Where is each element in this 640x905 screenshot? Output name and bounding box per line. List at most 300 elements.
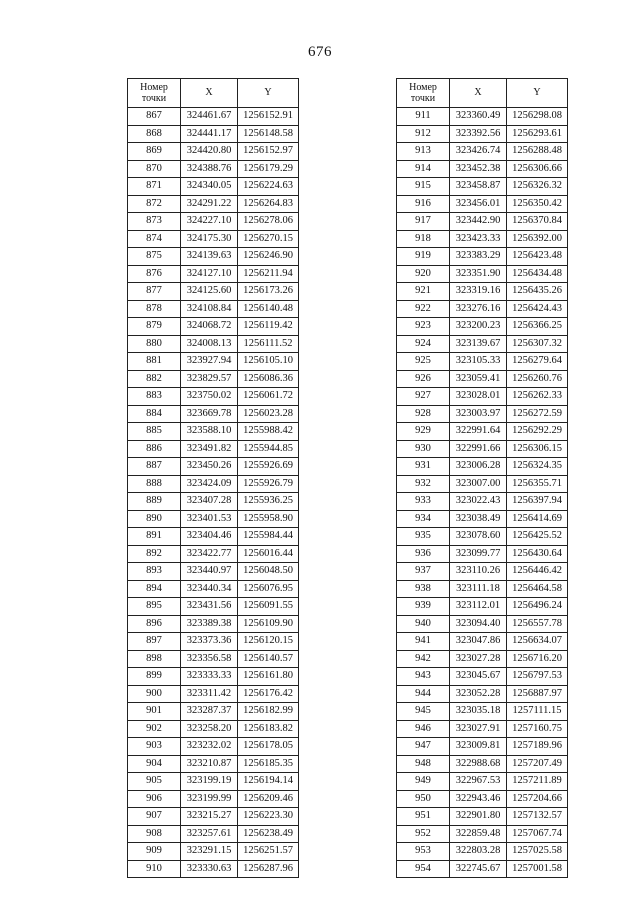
- x-coordinate-cell: 323258.20: [181, 720, 238, 738]
- point-number-cell: 914: [397, 160, 450, 178]
- y-coordinate-cell: 1256288.48: [507, 143, 568, 161]
- coordinates-table-right: [396, 78, 568, 878]
- point-number-cell: 943: [397, 668, 450, 686]
- point-number-cell: 916: [397, 195, 450, 213]
- point-number-cell: 873: [128, 213, 181, 231]
- point-number-cell: 899: [128, 668, 181, 686]
- table-row: [397, 563, 568, 581]
- x-coordinate-cell: 323078.60: [450, 528, 507, 546]
- table-row: [128, 300, 299, 318]
- y-coordinate-cell: 1256176.42: [238, 685, 299, 703]
- table-row: [397, 633, 568, 651]
- x-coordinate-cell: 323491.82: [181, 440, 238, 458]
- x-coordinate-cell: 323047.86: [450, 633, 507, 651]
- point-number-cell: 949: [397, 773, 450, 791]
- table-row: [128, 213, 299, 231]
- table-row: [397, 265, 568, 283]
- x-coordinate-cell: 323392.56: [450, 125, 507, 143]
- x-coordinate-cell: 323356.58: [181, 650, 238, 668]
- point-number-cell: 885: [128, 423, 181, 441]
- point-number-cell: 933: [397, 493, 450, 511]
- y-coordinate-cell: 1256048.50: [238, 563, 299, 581]
- point-number-cell: 953: [397, 843, 450, 861]
- x-coordinate-cell: 323105.33: [450, 353, 507, 371]
- y-coordinate-cell: 1256270.15: [238, 230, 299, 248]
- point-number-cell: 883: [128, 388, 181, 406]
- x-coordinate-cell: 323450.26: [181, 458, 238, 476]
- x-coordinate-cell: 323669.78: [181, 405, 238, 423]
- y-coordinate-cell: 1256397.94: [507, 493, 568, 511]
- table-row: [397, 388, 568, 406]
- table-row: [128, 195, 299, 213]
- point-number-cell: 869: [128, 143, 181, 161]
- point-number-cell: 874: [128, 230, 181, 248]
- x-coordinate-cell: 323330.63: [181, 860, 238, 878]
- point-number-cell: 890: [128, 510, 181, 528]
- header-x: X: [450, 79, 507, 108]
- table-row: [128, 265, 299, 283]
- table-header-row: [397, 79, 568, 108]
- table-row: [128, 458, 299, 476]
- x-coordinate-cell: 323927.94: [181, 353, 238, 371]
- point-number-cell: 921: [397, 283, 450, 301]
- point-number-cell: 925: [397, 353, 450, 371]
- y-coordinate-cell: 1256272.59: [507, 405, 568, 423]
- table-row: [397, 545, 568, 563]
- x-coordinate-cell: 323456.01: [450, 195, 507, 213]
- y-coordinate-cell: 1255936.25: [238, 493, 299, 511]
- table-row: [128, 353, 299, 371]
- y-coordinate-cell: 1257207.49: [507, 755, 568, 773]
- x-coordinate-cell: 323027.28: [450, 650, 507, 668]
- x-coordinate-cell: 323112.01: [450, 598, 507, 616]
- x-coordinate-cell: 323287.37: [181, 703, 238, 721]
- y-coordinate-cell: 1256350.42: [507, 195, 568, 213]
- y-coordinate-cell: 1256086.36: [238, 370, 299, 388]
- x-coordinate-cell: 324227.10: [181, 213, 238, 231]
- point-number-cell: 868: [128, 125, 181, 143]
- table-row: [397, 248, 568, 266]
- point-number-cell: 932: [397, 475, 450, 493]
- x-coordinate-cell: 323110.26: [450, 563, 507, 581]
- x-coordinate-cell: 323200.23: [450, 318, 507, 336]
- y-coordinate-cell: 1256209.46: [238, 790, 299, 808]
- point-number-cell: 948: [397, 755, 450, 773]
- y-coordinate-cell: 1257132.57: [507, 808, 568, 826]
- table-row: [397, 423, 568, 441]
- y-coordinate-cell: 1256260.76: [507, 370, 568, 388]
- point-number-cell: 880: [128, 335, 181, 353]
- y-coordinate-cell: 1256023.28: [238, 405, 299, 423]
- x-coordinate-cell: 323407.28: [181, 493, 238, 511]
- x-coordinate-cell: 323099.77: [450, 545, 507, 563]
- table-row: [397, 230, 568, 248]
- table-row: [128, 248, 299, 266]
- y-coordinate-cell: 1256179.29: [238, 160, 299, 178]
- table-row: [128, 685, 299, 703]
- table-row: [128, 773, 299, 791]
- x-coordinate-cell: 323291.15: [181, 843, 238, 861]
- point-number-cell: 872: [128, 195, 181, 213]
- x-coordinate-cell: 323404.46: [181, 528, 238, 546]
- table-row: [128, 388, 299, 406]
- x-coordinate-cell: 323426.74: [450, 143, 507, 161]
- x-coordinate-cell: 323009.81: [450, 738, 507, 756]
- y-coordinate-cell: 1256496.24: [507, 598, 568, 616]
- x-coordinate-cell: 323389.38: [181, 615, 238, 633]
- table-row: [128, 423, 299, 441]
- table-row: [128, 633, 299, 651]
- table-row: [128, 650, 299, 668]
- x-coordinate-cell: 323035.18: [450, 703, 507, 721]
- point-number-cell: 950: [397, 790, 450, 808]
- point-number-cell: 867: [128, 108, 181, 126]
- y-coordinate-cell: 1256152.97: [238, 143, 299, 161]
- point-number-cell: 941: [397, 633, 450, 651]
- y-coordinate-cell: 1256224.63: [238, 178, 299, 196]
- table-row: [128, 178, 299, 196]
- x-coordinate-cell: 323139.67: [450, 335, 507, 353]
- point-number-cell: 907: [128, 808, 181, 826]
- point-number-cell: 940: [397, 615, 450, 633]
- x-coordinate-cell: 323215.27: [181, 808, 238, 826]
- table-row: [128, 615, 299, 633]
- point-number-cell: 938: [397, 580, 450, 598]
- point-number-cell: 917: [397, 213, 450, 231]
- x-coordinate-cell: 323276.16: [450, 300, 507, 318]
- table-row: [397, 370, 568, 388]
- y-coordinate-cell: 1256185.35: [238, 755, 299, 773]
- x-coordinate-cell: 323257.61: [181, 825, 238, 843]
- header-y: Y: [238, 79, 299, 108]
- y-coordinate-cell: 1256414.69: [507, 510, 568, 528]
- point-number-cell: 904: [128, 755, 181, 773]
- x-coordinate-cell: 323006.28: [450, 458, 507, 476]
- x-coordinate-cell: 323052.28: [450, 685, 507, 703]
- table-row: [397, 668, 568, 686]
- x-coordinate-cell: 323003.97: [450, 405, 507, 423]
- x-coordinate-cell: 323452.38: [450, 160, 507, 178]
- x-coordinate-cell: 324175.30: [181, 230, 238, 248]
- point-number-cell: 876: [128, 265, 181, 283]
- table-row: [128, 475, 299, 493]
- table-row: [397, 108, 568, 126]
- table-row: [128, 283, 299, 301]
- table-row: [128, 825, 299, 843]
- x-coordinate-cell: 324461.67: [181, 108, 238, 126]
- x-coordinate-cell: 323383.29: [450, 248, 507, 266]
- point-number-cell: 944: [397, 685, 450, 703]
- point-number-cell: 901: [128, 703, 181, 721]
- table-row: [128, 580, 299, 598]
- x-coordinate-cell: 323199.99: [181, 790, 238, 808]
- table-row: [128, 335, 299, 353]
- x-coordinate-cell: 324008.13: [181, 335, 238, 353]
- x-coordinate-cell: 324108.84: [181, 300, 238, 318]
- y-coordinate-cell: 1256238.49: [238, 825, 299, 843]
- x-coordinate-cell: 322901.80: [450, 808, 507, 826]
- point-number-cell: 911: [397, 108, 450, 126]
- y-coordinate-cell: 1256246.90: [238, 248, 299, 266]
- table-row: [397, 510, 568, 528]
- point-number-cell: 945: [397, 703, 450, 721]
- y-coordinate-cell: 1256152.91: [238, 108, 299, 126]
- x-coordinate-cell: 323022.43: [450, 493, 507, 511]
- point-number-cell: 946: [397, 720, 450, 738]
- x-coordinate-cell: 323111.18: [450, 580, 507, 598]
- table-row: [397, 825, 568, 843]
- table-row: [128, 738, 299, 756]
- point-number-cell: 894: [128, 580, 181, 598]
- point-number-cell: 891: [128, 528, 181, 546]
- y-coordinate-cell: 1256446.42: [507, 563, 568, 581]
- point-number-cell: 903: [128, 738, 181, 756]
- y-coordinate-cell: 1256324.35: [507, 458, 568, 476]
- y-coordinate-cell: 1256307.32: [507, 335, 568, 353]
- y-coordinate-cell: 1256148.58: [238, 125, 299, 143]
- table-row: [128, 510, 299, 528]
- page-number: 676: [308, 44, 332, 60]
- table-row: [128, 790, 299, 808]
- table-row: [397, 405, 568, 423]
- table-row: [128, 440, 299, 458]
- y-coordinate-cell: 1256140.57: [238, 650, 299, 668]
- y-coordinate-cell: 1256797.53: [507, 668, 568, 686]
- x-coordinate-cell: 323351.90: [450, 265, 507, 283]
- x-coordinate-cell: 324139.63: [181, 248, 238, 266]
- point-number-cell: 897: [128, 633, 181, 651]
- point-number-cell: 936: [397, 545, 450, 563]
- y-coordinate-cell: 1256366.25: [507, 318, 568, 336]
- x-coordinate-cell: 323373.36: [181, 633, 238, 651]
- x-coordinate-cell: 323442.90: [450, 213, 507, 231]
- table-row: [397, 650, 568, 668]
- point-number-cell: 871: [128, 178, 181, 196]
- table-row: [128, 143, 299, 161]
- point-number-cell: 926: [397, 370, 450, 388]
- table-row: [397, 773, 568, 791]
- table-row: [397, 195, 568, 213]
- x-coordinate-cell: 323750.02: [181, 388, 238, 406]
- y-coordinate-cell: 1256173.26: [238, 283, 299, 301]
- y-coordinate-cell: 1256392.00: [507, 230, 568, 248]
- table-row: [397, 843, 568, 861]
- point-number-cell: 951: [397, 808, 450, 826]
- table-row: [397, 615, 568, 633]
- point-number-cell: 923: [397, 318, 450, 336]
- table-row: [397, 755, 568, 773]
- table-row: [397, 178, 568, 196]
- point-number-cell: 889: [128, 493, 181, 511]
- table-row: [397, 703, 568, 721]
- point-number-cell: 913: [397, 143, 450, 161]
- point-number-cell: 929: [397, 423, 450, 441]
- x-coordinate-cell: 324388.76: [181, 160, 238, 178]
- x-coordinate-cell: 323232.02: [181, 738, 238, 756]
- point-number-cell: 896: [128, 615, 181, 633]
- x-coordinate-cell: 323422.77: [181, 545, 238, 563]
- y-coordinate-cell: 1256109.90: [238, 615, 299, 633]
- x-coordinate-cell: 323045.67: [450, 668, 507, 686]
- x-coordinate-cell: 324291.22: [181, 195, 238, 213]
- table-row: [128, 160, 299, 178]
- point-number-cell: 912: [397, 125, 450, 143]
- table-row: [397, 440, 568, 458]
- y-coordinate-cell: 1255958.90: [238, 510, 299, 528]
- x-coordinate-cell: 323440.97: [181, 563, 238, 581]
- y-coordinate-cell: 1256091.55: [238, 598, 299, 616]
- y-coordinate-cell: 1256292.29: [507, 423, 568, 441]
- y-coordinate-cell: 1255944.85: [238, 440, 299, 458]
- table-row: [128, 703, 299, 721]
- y-coordinate-cell: 1256119.42: [238, 318, 299, 336]
- y-coordinate-cell: 1257067.74: [507, 825, 568, 843]
- y-coordinate-cell: 1256424.43: [507, 300, 568, 318]
- point-number-cell: 884: [128, 405, 181, 423]
- y-coordinate-cell: 1256140.48: [238, 300, 299, 318]
- point-number-cell: 947: [397, 738, 450, 756]
- y-coordinate-cell: 1256262.33: [507, 388, 568, 406]
- y-coordinate-cell: 1256434.48: [507, 265, 568, 283]
- point-number-cell: 909: [128, 843, 181, 861]
- table-row: [397, 458, 568, 476]
- table-row: [397, 213, 568, 231]
- x-coordinate-cell: 324340.05: [181, 178, 238, 196]
- point-number-cell: 931: [397, 458, 450, 476]
- point-number-cell: 905: [128, 773, 181, 791]
- x-coordinate-cell: 323038.49: [450, 510, 507, 528]
- y-coordinate-cell: 1256182.99: [238, 703, 299, 721]
- y-coordinate-cell: 1256430.64: [507, 545, 568, 563]
- table-row: [128, 528, 299, 546]
- table-row: [128, 493, 299, 511]
- x-coordinate-cell: 323059.41: [450, 370, 507, 388]
- y-coordinate-cell: 1256557.78: [507, 615, 568, 633]
- table-row: [397, 283, 568, 301]
- y-coordinate-cell: 1256211.94: [238, 265, 299, 283]
- x-coordinate-cell: 322991.64: [450, 423, 507, 441]
- y-coordinate-cell: 1257111.15: [507, 703, 568, 721]
- table-row: [397, 860, 568, 878]
- x-coordinate-cell: 323210.87: [181, 755, 238, 773]
- y-coordinate-cell: 1256251.57: [238, 843, 299, 861]
- point-number-cell: 928: [397, 405, 450, 423]
- table-row: [397, 738, 568, 756]
- y-coordinate-cell: 1256111.52: [238, 335, 299, 353]
- x-coordinate-cell: 323431.56: [181, 598, 238, 616]
- y-coordinate-cell: 1255926.69: [238, 458, 299, 476]
- y-coordinate-cell: 1256423.48: [507, 248, 568, 266]
- y-coordinate-cell: 1256355.71: [507, 475, 568, 493]
- x-coordinate-cell: 322859.48: [450, 825, 507, 843]
- y-coordinate-cell: 1256716.20: [507, 650, 568, 668]
- x-coordinate-cell: 324441.17: [181, 125, 238, 143]
- y-coordinate-cell: 1255926.79: [238, 475, 299, 493]
- table-row: [397, 580, 568, 598]
- point-number-cell: 892: [128, 545, 181, 563]
- x-coordinate-cell: 323319.16: [450, 283, 507, 301]
- table-row: [397, 720, 568, 738]
- point-number-cell: 918: [397, 230, 450, 248]
- point-number-cell: 935: [397, 528, 450, 546]
- y-coordinate-cell: 1256464.58: [507, 580, 568, 598]
- y-coordinate-cell: 1257160.75: [507, 720, 568, 738]
- x-coordinate-cell: 324420.80: [181, 143, 238, 161]
- point-number-cell: 937: [397, 563, 450, 581]
- point-number-cell: 930: [397, 440, 450, 458]
- y-coordinate-cell: 1256278.06: [238, 213, 299, 231]
- table-row: [397, 685, 568, 703]
- x-coordinate-cell: 323440.34: [181, 580, 238, 598]
- table-row: [397, 125, 568, 143]
- y-coordinate-cell: 1256326.32: [507, 178, 568, 196]
- table-row: [397, 475, 568, 493]
- table-row: [128, 545, 299, 563]
- table-row: [128, 668, 299, 686]
- x-coordinate-cell: 323423.33: [450, 230, 507, 248]
- y-coordinate-cell: 1256120.15: [238, 633, 299, 651]
- x-coordinate-cell: 323401.53: [181, 510, 238, 528]
- point-number-cell: 939: [397, 598, 450, 616]
- y-coordinate-cell: 1256293.61: [507, 125, 568, 143]
- table-row: [128, 720, 299, 738]
- point-number-cell: 954: [397, 860, 450, 878]
- point-number-cell: 908: [128, 825, 181, 843]
- y-coordinate-cell: 1256425.52: [507, 528, 568, 546]
- y-coordinate-cell: 1257001.58: [507, 860, 568, 878]
- table-row: [397, 528, 568, 546]
- table-row: [128, 405, 299, 423]
- point-number-cell: 924: [397, 335, 450, 353]
- y-coordinate-cell: 1256306.15: [507, 440, 568, 458]
- y-coordinate-cell: 1256161.80: [238, 668, 299, 686]
- y-coordinate-cell: 1256370.84: [507, 213, 568, 231]
- point-number-cell: 906: [128, 790, 181, 808]
- x-coordinate-cell: 323311.42: [181, 685, 238, 703]
- x-coordinate-cell: 323094.40: [450, 615, 507, 633]
- table-row: [397, 808, 568, 826]
- point-number-cell: 870: [128, 160, 181, 178]
- table-row: [397, 790, 568, 808]
- y-coordinate-cell: 1256279.64: [507, 353, 568, 371]
- table-row: [128, 230, 299, 248]
- y-coordinate-cell: 1255984.44: [238, 528, 299, 546]
- point-number-cell: 878: [128, 300, 181, 318]
- point-number-cell: 886: [128, 440, 181, 458]
- point-number-cell: 879: [128, 318, 181, 336]
- header-y: Y: [507, 79, 568, 108]
- x-coordinate-cell: 323588.10: [181, 423, 238, 441]
- x-coordinate-cell: 323027.91: [450, 720, 507, 738]
- point-number-cell: 902: [128, 720, 181, 738]
- y-coordinate-cell: 1256306.66: [507, 160, 568, 178]
- table-row: [128, 563, 299, 581]
- table-row: [397, 318, 568, 336]
- y-coordinate-cell: 1257211.89: [507, 773, 568, 791]
- point-number-cell: 887: [128, 458, 181, 476]
- point-number-cell: 895: [128, 598, 181, 616]
- x-coordinate-cell: 324125.60: [181, 283, 238, 301]
- point-number-cell: 877: [128, 283, 181, 301]
- point-number-cell: 942: [397, 650, 450, 668]
- table-row: [128, 125, 299, 143]
- y-coordinate-cell: 1256298.08: [507, 108, 568, 126]
- point-number-cell: 927: [397, 388, 450, 406]
- point-number-cell: 882: [128, 370, 181, 388]
- y-coordinate-cell: 1256178.05: [238, 738, 299, 756]
- y-coordinate-cell: 1256105.10: [238, 353, 299, 371]
- table-row: [128, 370, 299, 388]
